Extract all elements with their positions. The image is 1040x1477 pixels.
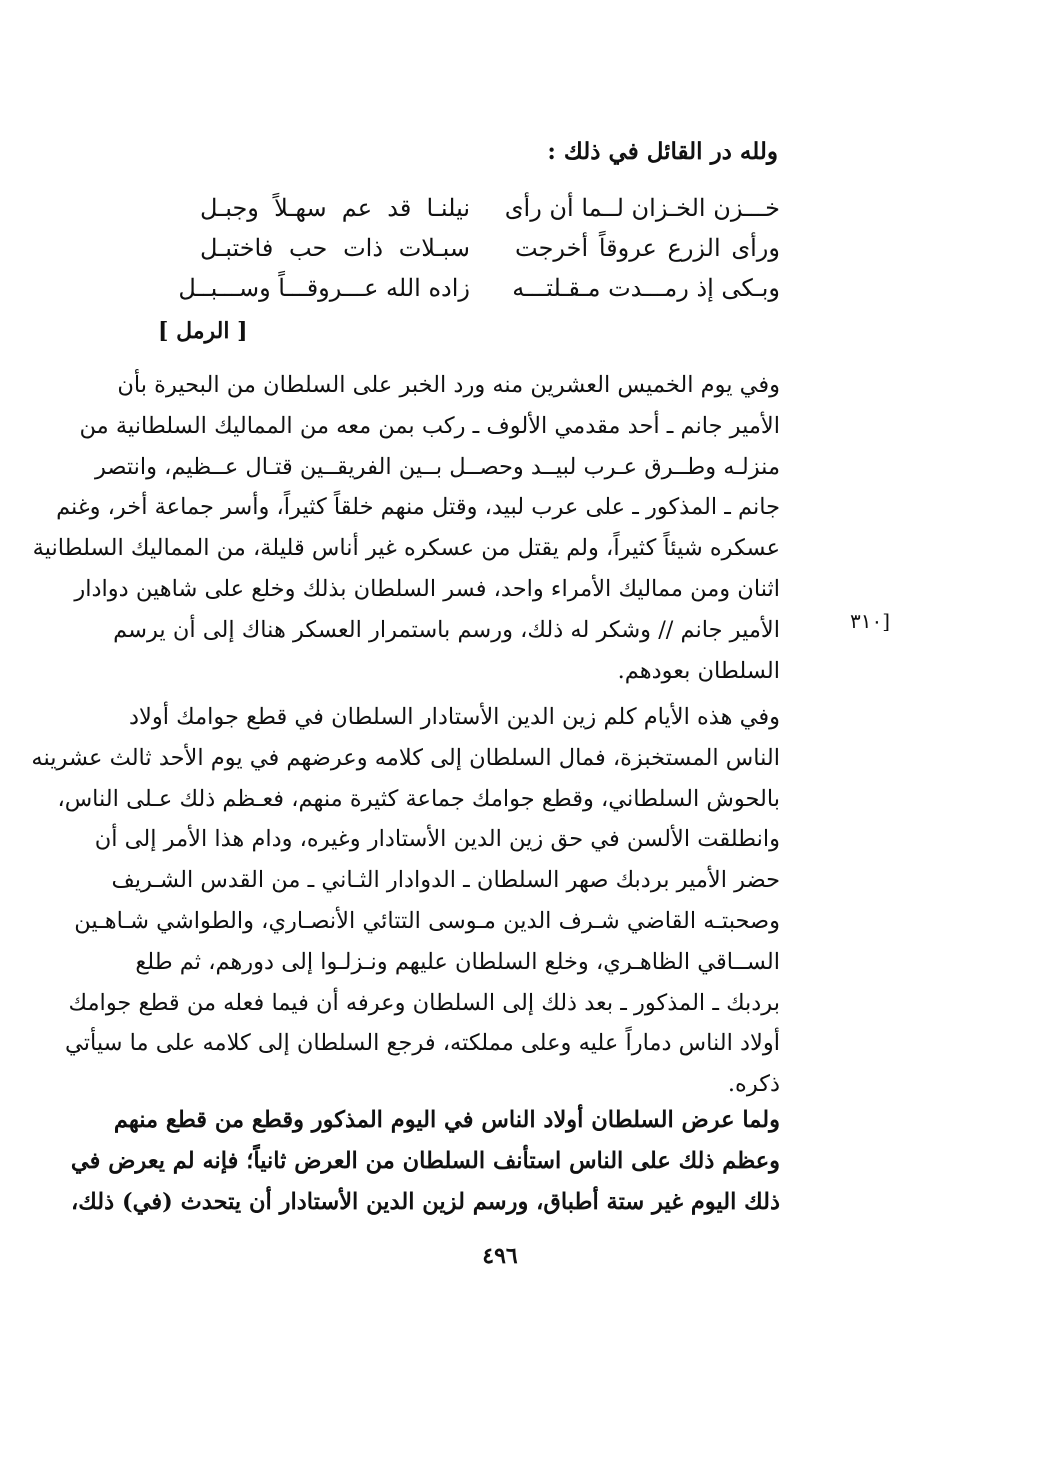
page-number: ٤٩٦ [482,1243,518,1269]
paragraph-3 [70,1100,780,1222]
paragraph-line: ولما عرض السلطان أولاد الناس في اليوم المذكور وقطع من قطع منهم [113,1107,780,1133]
poem-verse [200,188,780,228]
poem-hemistich-second: سبـلات ذات حب فاختبـل [200,234,470,262]
poem-hemistich-second: زاده الله عـــروقـــاً وســـبــل [178,274,470,302]
poem-verse [200,228,780,268]
poem-hemistich-first: ورأى الزرع عروقاً أخرجت [515,234,780,262]
paragraph-line: بردبك ـ المذكور ـ بعد ذلك إلى السلطان وعرفه أن فيما فعله من قطع جوامك [68,989,780,1016]
paragraph-line: وفي يوم الخميس العشرين منه ورد الخبر على السلطان من البحيرة بأن [117,372,780,398]
poem [178,188,780,308]
paragraph-line: وفي هذه الأيام كلم زين الدين الأستادار السلطان في قطع جوامك أولاد [129,704,780,730]
paragraph-line: وعظم ذلك على الناس استأنف السلطان من العرض ثانياً؛ فإنه لم يعرض في [70,1147,780,1174]
paragraph-line: منزلـه وطــرق عـرب لبيــد وحصــل بــين الفريقــين قتـال عــظيم، وانتصر [94,453,780,480]
paragraph-line: وانطلقت الألسن في حق زين الدين الأستادار وغيره، ودام هذا الأمر إلى أن [94,826,780,853]
paragraph-line: السلطان بعودهم. [617,657,780,684]
paragraph-line: الســاقي الظاهـري، وخلع السلطان عليهم ونـزلـوا إلى دورهم، ثم طلع [135,948,780,975]
paragraph-line: ذلك اليوم غير ستة أطباق، ورسم لزين الدين الأستادار أن يتحدث (في) ذلك، [71,1188,780,1215]
paragraph-2 [31,697,780,1105]
paragraph-line: حضر الأمير بردبك صهر السلطان ـ الدوادار الثـاني ـ من القدس الشـريف [111,867,780,894]
poem-hemistich-first: وبـكى إذ رمـــدت مـقـلتـــه [512,274,780,302]
paragraph-line: اثنان ومن مماليك الأمراء واحد، فسر السلطان بذلك وخلع على شاهين دوادار [74,575,780,602]
intro-line: ولله در القائل في ذلك : [547,138,778,165]
poem-hemistich-first: خـــزن الخـزان لــما أن رأى [504,194,780,222]
paragraph-line: وصحبتـه القاضي شـرف الدين مـوسى التتائي الأنصـاري، والطواشي شـاهـين [74,907,780,934]
poem-hemistich-second: نيلنـا قد عم سهـلاً وجبـل [200,194,470,222]
margin-folio-note: [٣١٠ [850,609,891,633]
paragraph-line: الأمير جانم ـ أحد مقدمي الألوف ـ ركب بمن معه من المماليك السلطانية من [79,412,780,439]
paragraph-line: جانم ـ المذكور ـ على عرب لبيد، وقتل منهم خلقاً كثيراً، وأسر جماعة أخر، وغنم [56,494,780,521]
paragraph-line: الناس المستخبزة، فمال السلطان إلى كلامه وعرضهم في يوم الأحد ثالث عشرينه [31,744,780,771]
paragraph-line: ذكره. [727,1071,780,1098]
paragraph-line: عسكره شيئاً كثيراً، ولم يقتل من عسكره غير أناس قليلة، من المماليك السلطانية [32,535,780,562]
poem-meter-label: [ الرمل ] [158,318,248,344]
poem-verse [178,268,780,308]
paragraph-line: بالحوش السلطاني، وقطع جوامك جماعة كثيرة منهم، فعـظم ذلك عـلى الناس، [57,785,780,812]
paragraph-line: الأمير جانم // وشكر له ذلك، ورسم باستمرار العسكر هناك إلى أن يرسم [113,616,780,643]
paragraph-1 [32,365,780,691]
paragraph-line: أولاد الناس دماراً عليه وعلى مملكته، فرجع السلطان إلى كلامه على ما سيأتي [64,1030,780,1057]
